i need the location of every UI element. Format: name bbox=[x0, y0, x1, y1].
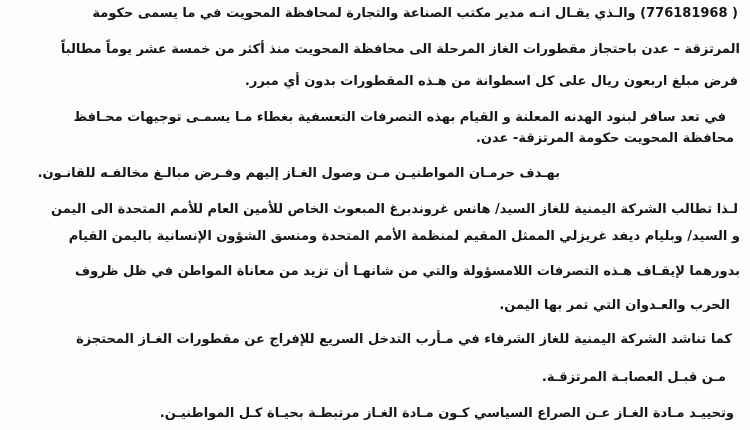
text-line-9: بدورهما لإيقـاف هـذه التصرفات اللامسؤولة والتي من شانهـا أن تزيد من معاناة المواطن في ظل ظروف bbox=[75, 264, 740, 279]
text-line-10: الحرب والعـدوان التي تمر بها اليمن. bbox=[499, 298, 730, 313]
text-line-11: كما تناشد الشركة اليمنية للغاز الشرفاء في مـأرب التدخل السريع للإفراج عن مقطورات الغـاز المحتجزة bbox=[76, 332, 732, 347]
text-line-1: ( 776181968) والـذي يقـال انـه مدير مكتب الصناعة والتجارة لمحافظة المحويت في ما يسمى حكومة bbox=[92, 6, 738, 21]
text-line-7: لـذا تطالب الشركة اليمنية للغاز السيد/ هانس غروندبرغ المبعوث الخاص للأمين العام للأمم المتحدة الى اليمن bbox=[51, 202, 738, 217]
text-line-2: المرتزقة – عدن باحتجاز مقطورات الغاز المرحلة الى محافظة المحويت منذ أكثر من خمسة عشر يوماً مطالباً bbox=[60, 42, 740, 57]
text-line-6: بهـدف حرمـان المواطنيـن مـن وصول الغـاز إليهم وفـرض مبالـغ مخالفـه للقانـون. bbox=[37, 166, 560, 181]
text-line-4: في تعد سافر لبنود الهدنه المعلنة و القيام بهذه التصرفات التعسفية بغطاء مـا يسمـى توجيهات محـافظ bbox=[73, 110, 726, 125]
text-line-12: مـن قبـل العصابـة المرتزقـة. bbox=[541, 370, 726, 385]
text-line-13: وتحييـد مـادة الغـاز عـن الصراع السياسي كـون مـادة الغـاز مرتبطـة بحيـاة كـل المواطنيـن. bbox=[159, 406, 734, 421]
text-line-8: و السيد/ وبليام ديفد غريزلي الممثل المقيم لمنظمة الأمم المتحدة ومنسق الشؤون الإنسانية باليمن القيام bbox=[68, 229, 740, 244]
text-line-5: محافظة المحويت حكومة المرتزقة- عدن. bbox=[475, 131, 734, 146]
text-line-3: فرض مبلغ اربعون ريال على كل اسطوانة من هـذه المقطورات بدون أي مبرر. bbox=[244, 74, 738, 89]
